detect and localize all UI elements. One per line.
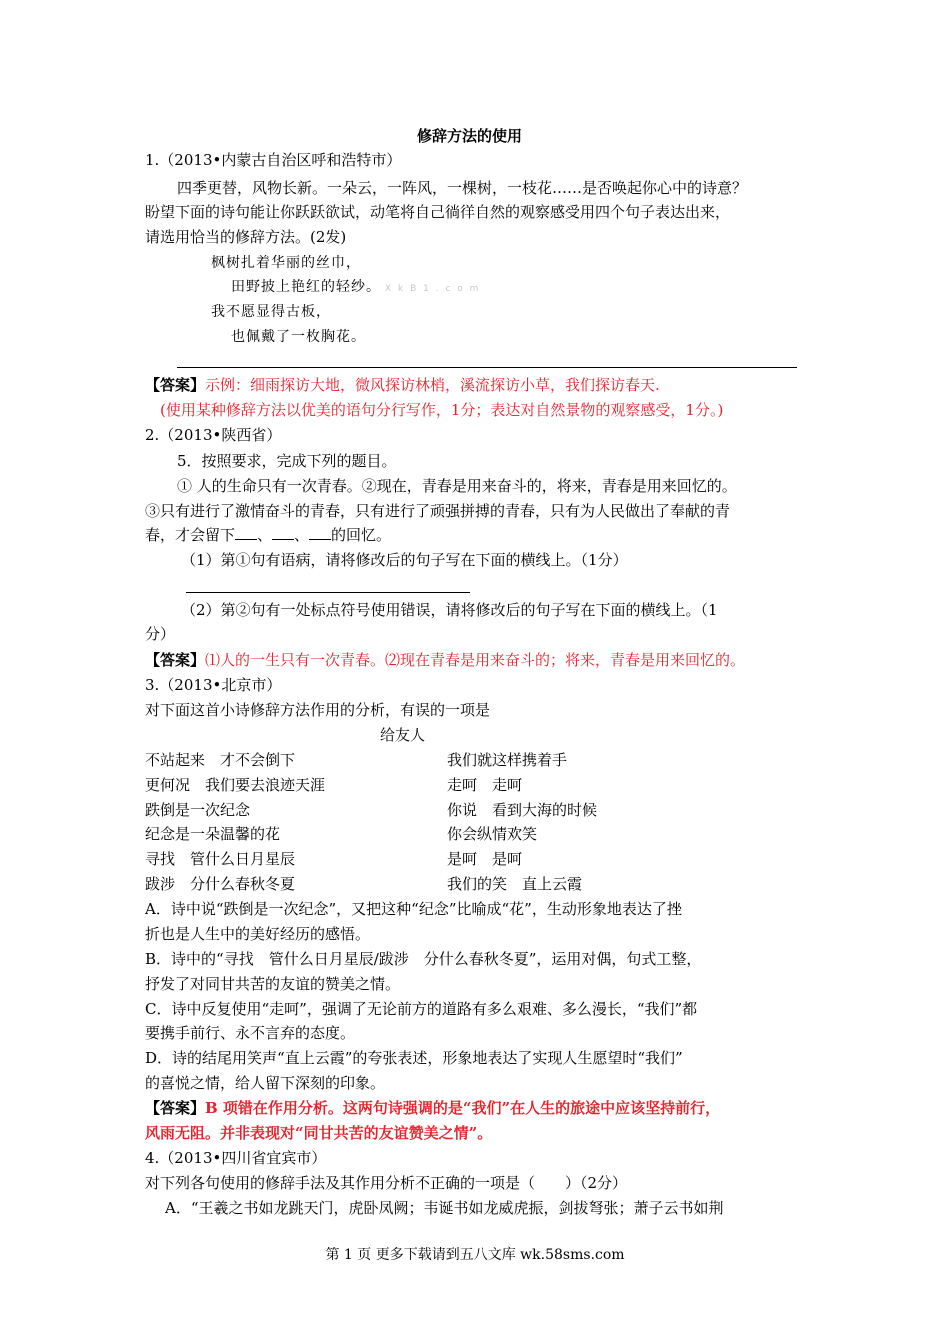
poem-line: 你会纵情欢笑 (447, 825, 538, 843)
question-1-text: 盼望下面的诗句能让你跃跃欲试，动笔将自己徜徉自然的观察感受用四个句子表达出来， (145, 203, 731, 221)
question-1-text: 请选用恰当的修辞方法。(2发) (145, 228, 347, 246)
answer-text: ⑴人的一生只有一次青春。⑵现在青春是用来奋斗的；将来，青春是用来回忆的。 (205, 651, 746, 669)
question-2-text: ③只有进行了激情奋斗的青春，只有进行了顽强拼搏的青春，只有为人民做出了奉献的青 (145, 502, 731, 520)
text-segment: 的回忆。 (331, 526, 392, 544)
poem-line: 走呵 走呵 (447, 776, 523, 794)
answer-tag: 【答案】 (145, 1099, 206, 1117)
poem-line: 跌倒是一次纪念 (145, 801, 251, 819)
option-b: 抒发了对同甘共苦的友谊的赞美之情。 (145, 975, 401, 993)
answer-line (145, 373, 660, 397)
answer-text: B 项错在作用分析。这两句诗强调的是“我们”在人生的旅途中应该坚持前行， (205, 1099, 721, 1117)
poem-line: 纪念是一朵温馨的花 (145, 825, 281, 843)
fill-blank[interactable] (235, 525, 257, 540)
poem-line: 你说 看到大海的时候 (447, 801, 598, 819)
option-a: A．“王羲之书如龙跳天门，虎卧凤阙；韦诞书如龙威虎振，剑拔弩张；萧子云书如荆 (165, 1199, 724, 1217)
sub-question-2: 分） (145, 625, 176, 643)
text-segment: 春，才会留下 (145, 526, 236, 544)
poem-line: 我们就这样携着手 (447, 751, 568, 769)
answer-line (145, 1096, 720, 1120)
option-d: 的喜悦之情，给人留下深刻的印象。 (145, 1074, 386, 1092)
fill-blank[interactable] (309, 525, 331, 540)
poem-line (231, 275, 480, 301)
answer-tag: 【答案】 (145, 651, 206, 669)
poem-line: 寻找 管什么日月星辰 (145, 850, 296, 868)
page-footer: 第 1 页 更多下载请到五八文库 wk.58sms.com (325, 1247, 625, 1263)
punctuation: 、 (257, 526, 273, 544)
question-3-heading: 3.（2013•北京市） (145, 676, 282, 694)
option-b: B．诗中的“寻找 管什么日月星辰/跋涉 分什么春秋冬夏”，运用对偶，句式工整， (145, 950, 702, 968)
question-2-text: ① 人的生命只有一次青春。②现在，青春是用来奋斗的，将来，青春是用来回忆的。 (177, 477, 737, 495)
answer-line (145, 648, 745, 672)
question-2-text: 5．按照要求，完成下列的题目。 (177, 452, 397, 470)
poem-line: 是呵 是呵 (447, 850, 523, 868)
question-2-heading: 2.（2013•陕西省） (145, 426, 282, 444)
poem-line: 我们的笑 直上云霞 (447, 875, 583, 893)
question-4-heading: 4.（2013•四川省宜宾市） (145, 1149, 327, 1167)
answer-blank-line (177, 367, 797, 368)
watermark-text: X k B 1 . c o m (385, 284, 481, 294)
fill-blank[interactable] (272, 525, 294, 540)
question-4-text: 对下列各句使用的修辞手法及其作用分析不正确的一项是（ ）（2分） (145, 1174, 628, 1192)
question-2-text (145, 523, 391, 547)
answer-text: 风雨无阻。并非表现对“同甘共苦的友谊赞美之情”。 (145, 1124, 493, 1142)
poem-title: 给友人 (380, 726, 426, 744)
answer-blank-line (186, 592, 470, 593)
option-a: A．诗中说“跌倒是一次纪念”，又把这种“纪念”比喻成“花”，生动形象地表达了挫 (145, 900, 682, 918)
poem-line: 我不愿显得古板， (211, 304, 331, 320)
sub-question-2: （2）第②句有一处标点符号使用错误，请将修改后的句子写在下面的横线上。（1 (181, 601, 718, 619)
option-a: 折也是人生中的美好经历的感悟。 (145, 925, 371, 943)
sub-question-1: （1）第①句有语病，请将修改后的句子写在下面的横线上。（1分） (181, 551, 628, 569)
poem-line-text: 田野披上艳红的轻纱。 (231, 279, 381, 295)
poem-line: 也佩戴了一枚胸花。 (231, 329, 366, 345)
answer-tag: 【答案】 (145, 376, 206, 394)
poem-line: 不站起来 才不会倒下 (145, 751, 296, 769)
page-title: 修辞方法的使用 (417, 127, 523, 145)
option-c: C．诗中反复使用“走呵”，强调了无论前方的道路有多么艰难、多么漫长，“我们”都 (145, 1000, 698, 1018)
poem-line: 更何况 我们要去浪迹天涯 (145, 776, 326, 794)
option-c: 要携手前行、永不言弃的态度。 (145, 1024, 356, 1042)
question-3-text: 对下面这首小诗修辞方法作用的分析，有误的一项是 (145, 701, 491, 719)
question-1-heading: 1.（2013•内蒙古自治区呼和浩特市） (145, 151, 402, 169)
punctuation: 、 (294, 526, 310, 544)
answer-text: 示例：细雨探访大地，微风探访林梢，溪流探访小草，我们探访春天. (205, 376, 660, 394)
answer-note: (使用某种修辞方法以优美的语句分行写作，1分；表达对自然景物的观察感受，1分。) (160, 401, 724, 419)
question-1-text: 四季更替，风物长新。一朵云，一阵风，一棵树，一枝花……是否唤起你心中的诗意？ (177, 179, 748, 197)
poem-line: 枫树扎着华丽的丝巾， (211, 255, 361, 271)
option-d: D．诗的结尾用笑声“直上云霞”的夸张表述，形象地表达了实现人生愿望时“我们” (145, 1049, 683, 1067)
poem-line: 跋涉 分什么春秋冬夏 (145, 875, 296, 893)
